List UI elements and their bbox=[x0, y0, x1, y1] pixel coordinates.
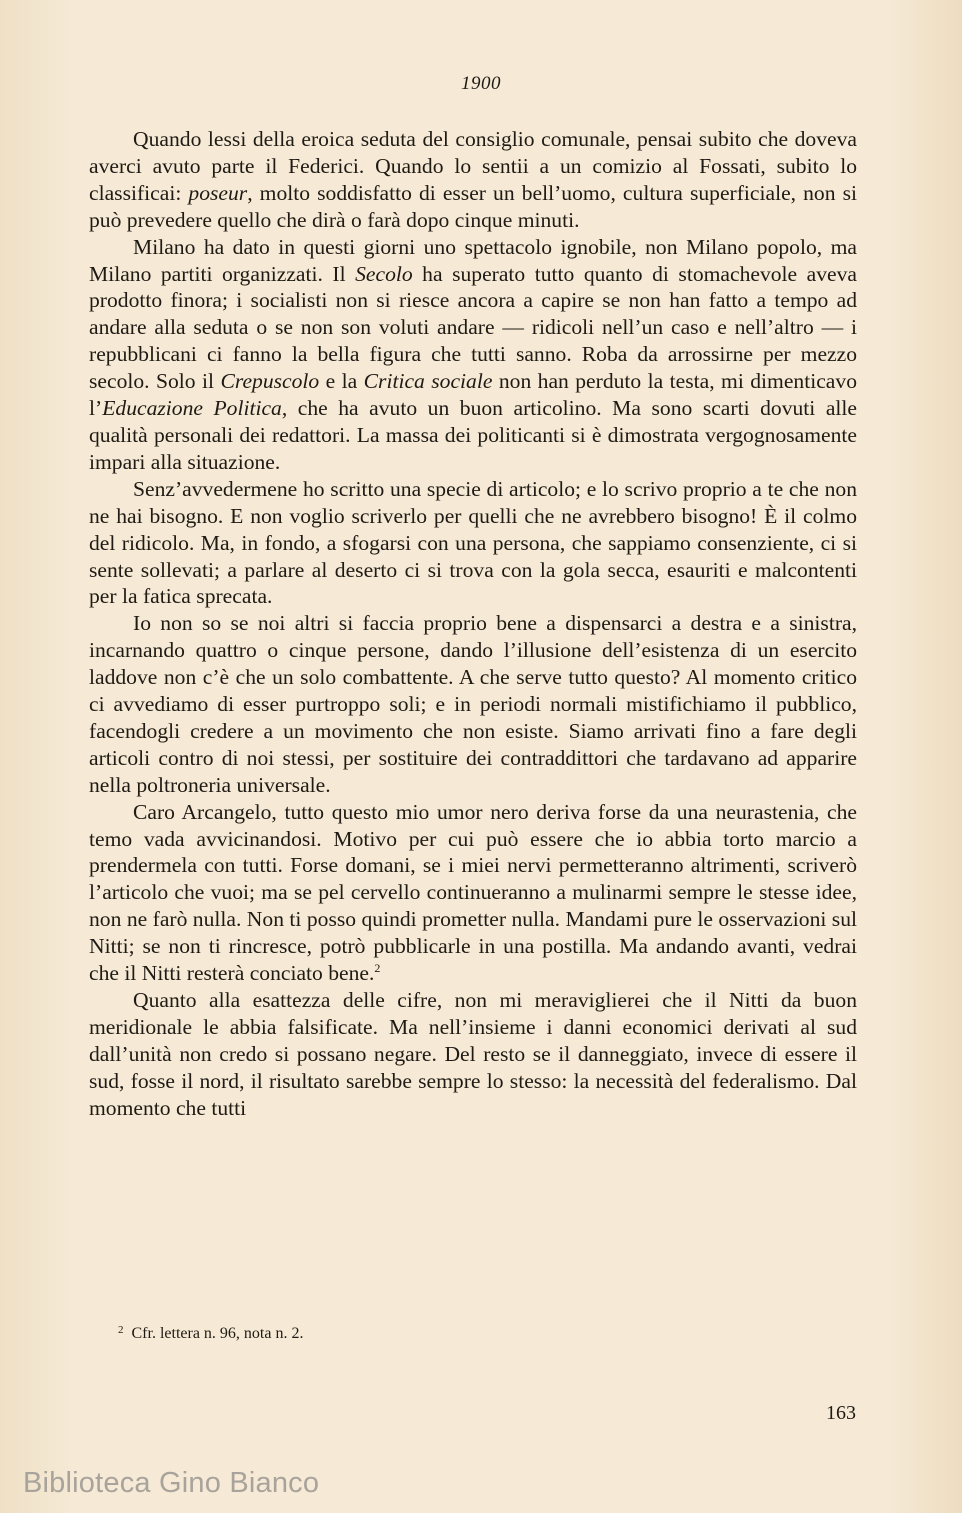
paragraph bbox=[89, 987, 857, 1122]
italic-title: poseur bbox=[188, 180, 248, 205]
text-segment: e la bbox=[319, 369, 364, 394]
text-segment: , che ha avuto un buon articolino. Ma sono scarti dovuti alle qualità personali dei redattori. La massa dei politicanti si è dimostrata vergognosamente impari alla situazione. bbox=[89, 396, 857, 474]
paragraph bbox=[89, 126, 857, 234]
italic-title: Crepuscolo bbox=[220, 369, 320, 394]
footnote bbox=[118, 1320, 303, 1344]
text-segment: non han perduto la testa, mi dimenticavo l’ bbox=[89, 369, 857, 421]
paragraph bbox=[89, 610, 857, 798]
italic-title: Secolo bbox=[355, 261, 413, 286]
text-segment: Io non so se noi altri si faccia proprio bene a dispensarci a destra e a sinistra, incarnando quattro o cinque persone, dando l’illusione dell’esistenza di un esercito laddove non c’è che un solo combattente. A che serve tutto questo? Al momento critico ci avvediamo di esser purtroppo soli; e in periodi normali mistifichiamo il pubblico, facendogli credere a un movimento che non esiste. Siamo arrivati fino a fare degli articoli contro di noi stessi, per sostituire dei contraddittori che tardavano ad apparire nella poltroneria universale. bbox=[89, 611, 857, 797]
library-watermark: Biblioteca Gino Bianco bbox=[23, 1467, 320, 1499]
running-head: 1900 bbox=[461, 73, 501, 94]
footnote-marker: 2 bbox=[118, 1324, 124, 1336]
text-segment: ha superato tutto quanto di stomachevole aveva prodotto finora; i socialisti non si riesce ancora a capire se non han fatto a tempo ad andare alla seduta o se non son voluti andare — ridicoli nell’un caso e nell’altro — i repubblicani ci fanno la bella figura che tutti sanno. Roba da arrossirne per mezzo secolo. Solo il bbox=[89, 261, 857, 394]
text-segment: Quando lessi della eroica seduta del consiglio comunale, pensai subito che doveva averci avuto parte il Federici. Quando lo sentii a un comizio al Fossati, subito lo classificai: bbox=[89, 127, 857, 205]
text-segment: , molto soddisfatto di esser un bell’uomo, cultura superficiale, non si può prevedere quello che dirà o farà dopo cinque minuti. bbox=[89, 180, 857, 232]
text-segment: Caro Arcangelo, tutto questo mio umor nero deriva forse da una neurastenia, che temo vada avvicinandosi. Motivo per cui può essere che io abbia torto marcio a prendermela con tutti. Forse domani, se i miei nervi permetteranno altrimenti, scriverò l’articolo che vuoi; ma se pel cervello continueranno a mulinarmi sempre le stesse idee, non ne farò nulla. Non ti posso quindi prometter nulla. Mandami pure le osservazioni sul Nitti; se non ti rincresce, potrò pubblicarle in una postilla. Ma andando avanti, vedrai che il Nitti resterà conciato bene. bbox=[89, 799, 857, 986]
footnote-text: Cfr. lettera n. 96, nota n. 2. bbox=[131, 1325, 304, 1342]
paragraph bbox=[89, 476, 857, 611]
text-segment: Milano ha dato in questi giorni uno spettacolo ignobile, non Milano popolo, ma Milano partiti organizzati. Il bbox=[89, 234, 857, 286]
text-segment: Quanto alla esattezza delle cifre, non mi meraviglierei che il Nitti da buon meridionale le abbia falsificate. Ma nell’insieme i danni economici derivati al sud dall’unità non credo si possano negare. Del resto se il danneggiato, invece di essere il sud, fosse il nord, il risultato sarebbe sempre lo stesso: la necessità del federalismo. Dal momento che tutti bbox=[89, 988, 857, 1120]
text-segment: Senz’avvedermene ho scritto una specie di articolo; e lo scrivo proprio a te che non ne hai bisogno. E non voglio scriverlo per quelli che ne avrebbero bisogno! È il colmo del ridicolo. Ma, in fondo, a sfogarsi con una persona, che sappiamo consenziente, ci si sente sollevati; a parlare al deserto ci si trova con la gola secca, esauriti e malcontenti per la fatica sprecata. bbox=[89, 476, 857, 609]
paragraph bbox=[89, 799, 857, 987]
paragraph bbox=[89, 234, 857, 476]
footnote-reference: 2 bbox=[374, 961, 381, 976]
italic-title: Educazione Politica bbox=[102, 396, 282, 421]
page-number: 163 bbox=[826, 1402, 856, 1424]
body-text bbox=[89, 126, 857, 1122]
italic-title: Critica sociale bbox=[363, 369, 493, 394]
